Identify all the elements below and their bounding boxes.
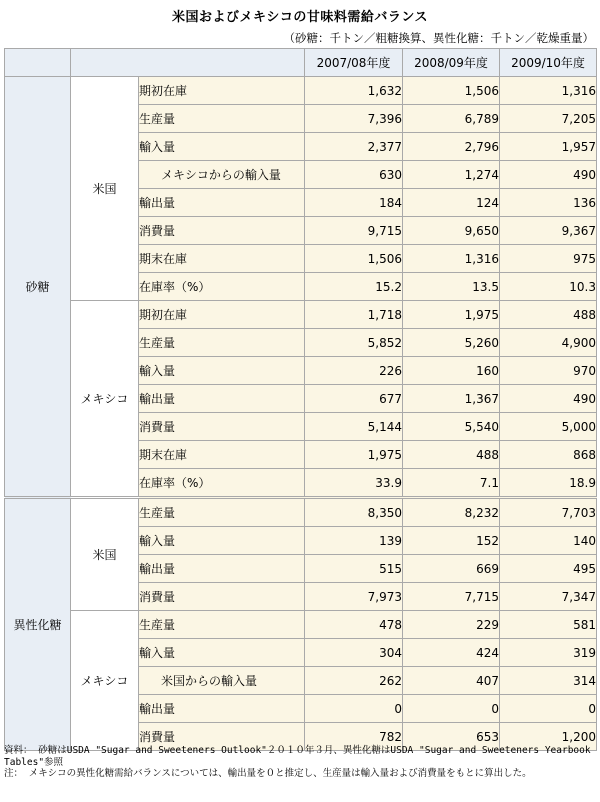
- item-label: メキシコからの輸入量: [139, 161, 305, 189]
- header-blank-category: [5, 49, 71, 77]
- item-label: 期末在庫: [139, 245, 305, 273]
- value-cell: 495: [500, 555, 597, 583]
- value-cell: 9,650: [403, 217, 500, 245]
- column-header: 2008/09年度: [403, 49, 500, 77]
- value-cell: 8,350: [305, 498, 403, 527]
- table-row: [5, 498, 597, 527]
- value-cell: 262: [305, 667, 403, 695]
- footnotes: [4, 745, 596, 780]
- item-label: 輸入量: [139, 357, 305, 385]
- value-cell: 782: [305, 723, 403, 751]
- value-cell: 1,367: [403, 385, 500, 413]
- value-cell: 18.9: [500, 469, 597, 498]
- value-cell: 0: [403, 695, 500, 723]
- item-label: 在庫率（%）: [139, 273, 305, 301]
- table-body: [5, 77, 597, 751]
- item-label: 生産量: [139, 611, 305, 639]
- value-cell: 1,975: [305, 441, 403, 469]
- value-cell: 1,200: [500, 723, 597, 751]
- item-label: 輸出量: [139, 695, 305, 723]
- item-label: 生産量: [139, 329, 305, 357]
- value-cell: 2,377: [305, 133, 403, 161]
- item-label: 輸入量: [139, 639, 305, 667]
- value-cell: 8,232: [403, 498, 500, 527]
- value-cell: 5,540: [403, 413, 500, 441]
- header-blank-item: [71, 49, 305, 77]
- value-cell: 6,789: [403, 105, 500, 133]
- table-row: [5, 611, 597, 639]
- item-label: 期初在庫: [139, 77, 305, 105]
- country-label: メキシコ: [71, 611, 139, 751]
- value-cell: 2,796: [403, 133, 500, 161]
- value-cell: 226: [305, 357, 403, 385]
- value-cell: 5,144: [305, 413, 403, 441]
- column-header: 2007/08年度: [305, 49, 403, 77]
- value-cell: 407: [403, 667, 500, 695]
- value-cell: 1,975: [403, 301, 500, 329]
- item-label: 輸入量: [139, 133, 305, 161]
- item-label: 消費量: [139, 583, 305, 611]
- item-label: 消費量: [139, 413, 305, 441]
- header-row: [5, 49, 597, 77]
- value-cell: 490: [500, 385, 597, 413]
- item-label: 消費量: [139, 723, 305, 751]
- category-label: 異性化糖: [5, 498, 71, 751]
- value-cell: 140: [500, 527, 597, 555]
- value-cell: 184: [305, 189, 403, 217]
- item-label: 期末在庫: [139, 441, 305, 469]
- value-cell: 7,347: [500, 583, 597, 611]
- value-cell: 124: [403, 189, 500, 217]
- value-cell: 1,316: [500, 77, 597, 105]
- value-cell: 868: [500, 441, 597, 469]
- units-note: （砂糖：千トン／粗糖換算、異性化糖：千トン／乾燥重量）: [283, 31, 594, 45]
- category-label: 砂糖: [5, 77, 71, 498]
- value-cell: 490: [500, 161, 597, 189]
- item-label: 生産量: [139, 105, 305, 133]
- item-label: 在庫率（%）: [139, 469, 305, 498]
- value-cell: 4,900: [500, 329, 597, 357]
- value-cell: 139: [305, 527, 403, 555]
- value-cell: 229: [403, 611, 500, 639]
- item-label: 輸出量: [139, 189, 305, 217]
- table-row: [5, 77, 597, 105]
- value-cell: 15.2: [305, 273, 403, 301]
- value-cell: 975: [500, 245, 597, 273]
- value-cell: 152: [403, 527, 500, 555]
- value-cell: 1,632: [305, 77, 403, 105]
- value-cell: 5,260: [403, 329, 500, 357]
- value-cell: 7,396: [305, 105, 403, 133]
- value-cell: 1,506: [403, 77, 500, 105]
- item-label: 生産量: [139, 498, 305, 527]
- value-cell: 669: [403, 555, 500, 583]
- value-cell: 7,973: [305, 583, 403, 611]
- value-cell: 970: [500, 357, 597, 385]
- value-cell: 7.1: [403, 469, 500, 498]
- value-cell: 677: [305, 385, 403, 413]
- value-cell: 160: [403, 357, 500, 385]
- value-cell: 653: [403, 723, 500, 751]
- value-cell: 7,715: [403, 583, 500, 611]
- item-label: 輸出量: [139, 555, 305, 583]
- value-cell: 33.9: [305, 469, 403, 498]
- value-cell: 581: [500, 611, 597, 639]
- table-title: 米国およびメキシコの甘味料需給バランス: [172, 10, 428, 25]
- value-cell: 1,316: [403, 245, 500, 273]
- value-cell: 0: [500, 695, 597, 723]
- value-cell: 319: [500, 639, 597, 667]
- item-label: 輸出量: [139, 385, 305, 413]
- country-label: 米国: [71, 498, 139, 611]
- value-cell: 1,274: [403, 161, 500, 189]
- value-cell: 424: [403, 639, 500, 667]
- value-cell: 136: [500, 189, 597, 217]
- value-cell: 9,715: [305, 217, 403, 245]
- value-cell: 9,367: [500, 217, 597, 245]
- item-label: 期初在庫: [139, 301, 305, 329]
- supply-demand-table: [4, 48, 597, 751]
- item-label: 消費量: [139, 217, 305, 245]
- value-cell: 304: [305, 639, 403, 667]
- value-cell: 1,718: [305, 301, 403, 329]
- source-note: 資料： 砂糖はUSDA "Sugar and Sweeteners Outlook"２０１０年３月、異性化糖はUSDA "Sugar and Sweeteners Yearbook Tables"参照: [4, 745, 591, 768]
- value-cell: 7,205: [500, 105, 597, 133]
- value-cell: 5,852: [305, 329, 403, 357]
- method-note: 注： メキシコの異性化糖需給バランスについては、輸出量を０と推定し、生産量は輸入量および消費量をもとに算出した。: [4, 768, 532, 779]
- column-header: 2009/10年度: [500, 49, 597, 77]
- value-cell: 488: [403, 441, 500, 469]
- value-cell: 5,000: [500, 413, 597, 441]
- value-cell: 10.3: [500, 273, 597, 301]
- value-cell: 7,703: [500, 498, 597, 527]
- value-cell: 13.5: [403, 273, 500, 301]
- item-label: 米国からの輸入量: [139, 667, 305, 695]
- value-cell: 1,506: [305, 245, 403, 273]
- value-cell: 515: [305, 555, 403, 583]
- table-row: [5, 301, 597, 329]
- country-label: 米国: [71, 77, 139, 301]
- value-cell: 630: [305, 161, 403, 189]
- value-cell: 314: [500, 667, 597, 695]
- value-cell: 1,957: [500, 133, 597, 161]
- country-label: メキシコ: [71, 301, 139, 498]
- value-cell: 0: [305, 695, 403, 723]
- item-label: 輸入量: [139, 527, 305, 555]
- value-cell: 488: [500, 301, 597, 329]
- value-cell: 478: [305, 611, 403, 639]
